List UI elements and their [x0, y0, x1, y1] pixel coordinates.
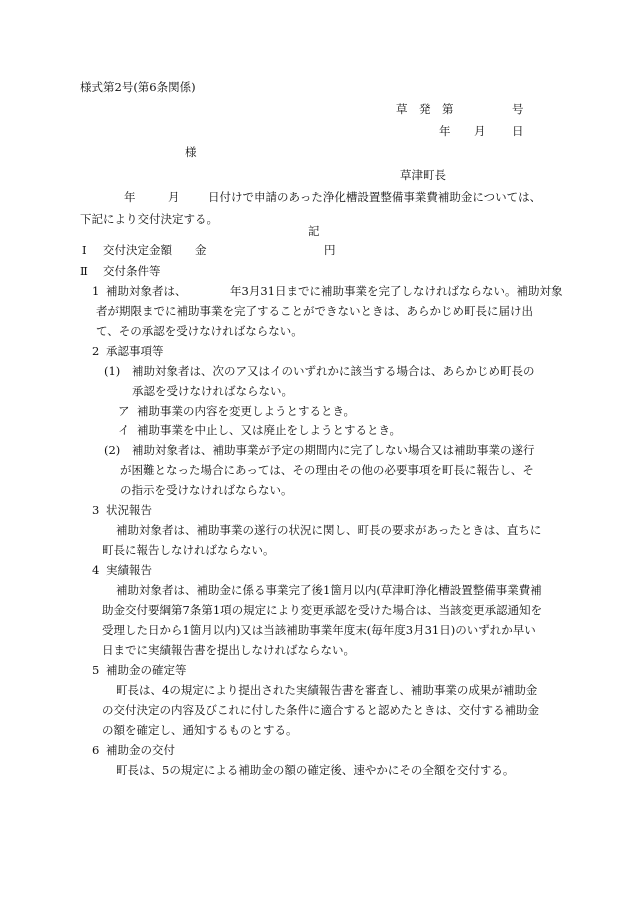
section1-kin: 金 — [195, 243, 207, 257]
item4-line2: 助金交付要綱第7条第1項の規定により変更承認を受けた場合は、当該変更承認通知を — [102, 603, 543, 617]
item2-sub1-line2: 承認を受けなければならない。 — [132, 384, 293, 398]
item6-number: 6 — [92, 743, 100, 757]
item2-i-mark: イ — [118, 423, 130, 437]
item4-title: 実績報告 — [106, 563, 152, 577]
issuer: 草津町長 — [400, 168, 446, 182]
item4-line1: 補助対象者は、補助金に係る事業完了後1箇月以内(草津町浄化槽設置整備事業費補 — [116, 583, 542, 597]
item1-line1a: 補助対象者は、 — [106, 284, 187, 298]
item2-sub1-line1: 補助対象者は、次のア又はイのいずれかに該当する場合は、あらかじめ町長の — [132, 364, 535, 378]
item5-line1: 町長は、4の規定により提出された実績報告書を審査し、補助事業の成果が補助金 — [116, 683, 538, 697]
section2-title: 交付条件等 — [103, 264, 161, 278]
date-day: 日 — [512, 124, 524, 138]
item1-line2: 者が期限までに補助事業を完了することができないときは、あらかじめ町長に届け出 — [96, 304, 533, 318]
item2-sub2-line1: 補助対象者は、補助事業が予定の期間内に完了しない場合又は補助事業の遂行 — [132, 443, 535, 457]
ki-heading: 記 — [308, 224, 320, 238]
item3-number: 3 — [92, 503, 100, 517]
item5-line2: の交付決定の内容及びこれに付した条件に適合すると認めたときは、交付する補助金 — [102, 703, 539, 717]
item2-sub2-line2: が困難となった場合にあっては、その理由その他の必要事項を町長に報告し、そ — [120, 463, 534, 477]
item2-sub2-number: (2) — [104, 443, 121, 457]
item2-sub1-number: (1) — [104, 364, 121, 378]
item2-a-text: 補助事業の内容を変更しようとするとき。 — [137, 404, 356, 418]
date-month: 月 — [474, 124, 486, 138]
item1-line1b: 年3月31日までに補助事業を完了しなければならない。補助対象 — [230, 284, 563, 298]
section1-yen: 円 — [324, 243, 336, 257]
item6-line1: 町長は、5の規定による補助金の額の確定後、速やかにその全額を交付する。 — [116, 763, 515, 777]
item4-line4: 日までに実績報告書を提出しなければならない。 — [102, 643, 355, 657]
intro-month: 月 — [168, 190, 180, 204]
item2-title: 承認事項等 — [106, 344, 164, 358]
intro-year: 年 — [124, 190, 136, 204]
section1-title: 交付決定金額 — [103, 243, 172, 257]
item3-title: 状況報告 — [106, 503, 152, 517]
section1-mark: Ⅰ — [82, 243, 87, 257]
item3-line1: 補助対象者は、補助事業の遂行の状況に関し、町長の要求があったときは、直ちに — [116, 523, 542, 537]
item5-line3: の額を確定し、通知するものとする。 — [102, 723, 298, 737]
item2-sub2-line3: の指示を受けなければならない。 — [120, 483, 293, 497]
intro-line1: 日付けで申請のあった浄化槽設置整備事業費補助金については、 — [208, 190, 542, 204]
item2-i-text: 補助事業を中止し、又は廃止をしようとするとき。 — [137, 423, 402, 437]
item6-title: 補助金の交付 — [106, 743, 175, 757]
form-label: 様式第2号(第6条関係) — [80, 80, 196, 94]
item1-line3: て、その承認を受けなければならない。 — [96, 324, 303, 338]
item3-line2: 町長に報告しなければならない。 — [102, 543, 275, 557]
item5-number: 5 — [92, 663, 100, 677]
item2-number: 2 — [92, 344, 100, 358]
item5-title: 補助金の確定等 — [106, 663, 187, 677]
item1-number: 1 — [92, 284, 100, 298]
document-number-suffix: 号 — [512, 102, 524, 116]
item4-number: 4 — [92, 563, 100, 577]
date-year: 年 — [439, 124, 451, 138]
intro-line2: 下記により交付決定する。 — [80, 212, 218, 226]
item2-a-mark: ア — [118, 404, 130, 418]
item4-line3: 受理した日から1箇月以内)又は当該補助事業年度末(毎年度3月31日)のいずれか早い — [102, 623, 536, 637]
section2-mark: Ⅱ — [80, 264, 88, 278]
addressee-suffix: 様 — [185, 145, 197, 159]
document-number-prefix: 草 発 第 — [396, 102, 454, 116]
